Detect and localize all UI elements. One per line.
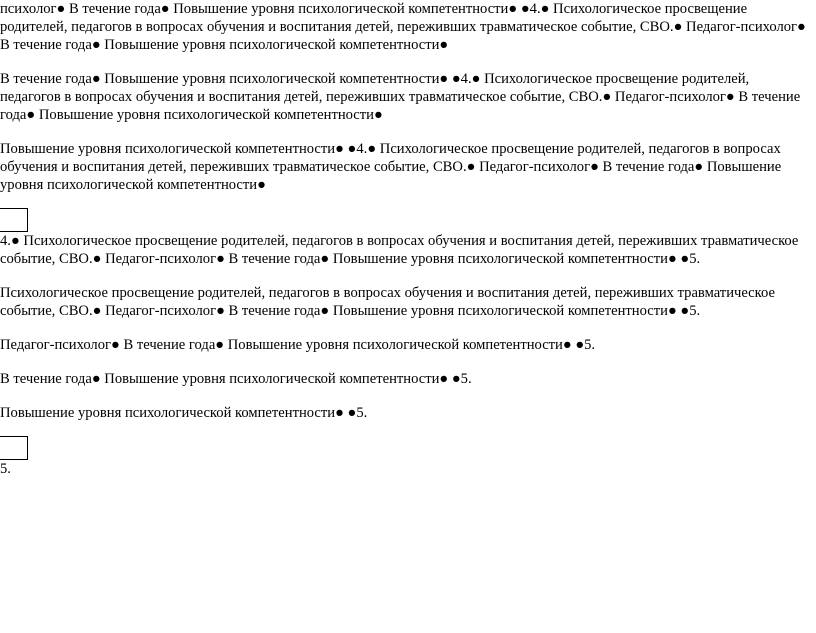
paragraph-gap	[0, 268, 816, 284]
document-body	[0, 1, 816, 478]
paragraph-2: В течение года● Повышение уровня психологической компетентности● ●4.● Психологическое просвещение родителей, педагогов в вопросах обучения и воспитания детей, переживших травматическое событие, СВО.● Педагог-психолог● В течение года● Повышение уровня психологической компетентности●	[0, 71, 801, 123]
empty-image-placeholder	[0, 436, 28, 460]
paragraph-7: В течение года● Повышение уровня психологической компетентности● ●5.	[0, 371, 472, 387]
paragraph-6: Педагог-психолог● В течение года● Повышение уровня психологической компетентности● ●5.	[0, 337, 596, 353]
paragraph-8: Повышение уровня психологической компетентности● ●5.	[0, 405, 368, 421]
paragraph-gap	[0, 354, 816, 370]
paragraph-gap	[0, 320, 816, 336]
paragraph-1: психолог● В течение года● Повышение уровня психологической компетентности● ●4.● Психологическое просвещение родителей, педагогов в вопросах обучения и воспитания детей, переживших травматическое событие, СВО.● Педагог-психолог● В течение года● Повышение уровня психологической компетентности●	[0, 1, 806, 53]
paragraph-gap	[0, 388, 816, 404]
paragraph-3: Повышение уровня психологической компетентности● ●4.● Психологическое просвещение родителей, педагогов в вопросах обучения и воспитания детей, переживших травматическое событие, СВО.● Педагог-психолог● В течение года● Повышение уровня психологической компетентности●	[0, 141, 782, 193]
paragraph-5: Психологическое просвещение родителей, педагогов в вопросах обучения и воспитания детей, переживших травматическое событие, СВО.● Педагог-психолог● В течение года● Повышение уровня психологической компетентности● ●5.	[0, 285, 775, 319]
paragraph-gap	[0, 422, 816, 436]
paragraph-gap	[0, 54, 816, 70]
empty-image-placeholder	[0, 208, 28, 232]
paragraph-9: 5.	[0, 461, 11, 477]
paragraph-gap	[0, 124, 816, 140]
paragraph-4: 4.● Психологическое просвещение родителей, педагогов в вопросах обучения и воспитания детей, переживших травматическое событие, СВО.● Педагог-психолог● В течение года● Повышение уровня психологической компетентности● ●5.	[0, 233, 799, 267]
paragraph-gap	[0, 194, 816, 208]
